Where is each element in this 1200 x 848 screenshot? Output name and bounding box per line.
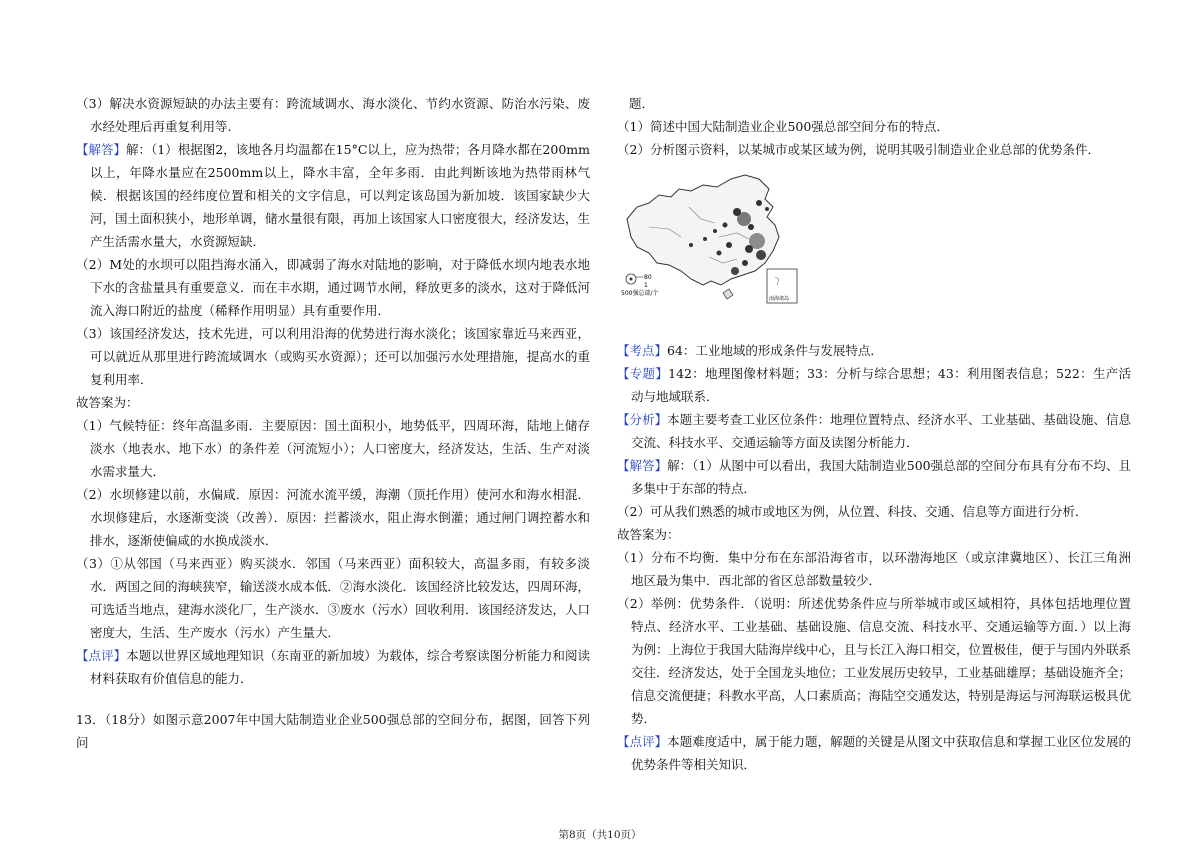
jieda-text-right: 解：（1）从图中可以看出，我国大陆制造业500强总部的空间分布具有分布不均、且多集中于东部的特点． xyxy=(631,458,1131,496)
fenxi-text: 本题主要考查工业区位条件：地理位置特点、经济水平、工业基础、基础设施、信息交流、科技水平、交通运输等方面及读图分析能力． xyxy=(631,412,1131,450)
left-answer-1: （1）气候特征：终年高温多雨．主要原因：国土面积小，地势低平，四周环海，陆地上储存淡水（地表水、地下水）的条件差（河流短小）；人口密度大，经济发达，生活、生产对淡水需求量大． xyxy=(76,418,590,479)
kaodian-tag: 【考点】 xyxy=(617,343,668,358)
dianping-text: 本题以世界区域地理知识（东南亚的新加坡）为载体，综合考察读图分析能力和阅读材料获取有价值信息的能力． xyxy=(90,648,590,686)
right-kaodian xyxy=(617,339,1131,362)
jieda-text: 解：（1）根据图2，该地各月均温都在15°C以上，应为热带；各月降水都在200mm以上，年降水量应在2500mm以上，降水丰富，全年多雨．由此判断该地为热带雨林气候．根据该国的经纬度位置和相关的文字信息，可以判定该岛国为新加坡．该国家缺少大河，国土面积狭小，地形单调，储水量很有限，再加上该国家人口密度很大，经济发达，生产生活需水量大，水资源短缺． xyxy=(90,142,591,249)
legend-label: 500强总部/个 xyxy=(621,290,659,297)
left-jieda xyxy=(76,138,590,253)
left-answer-2: （2）水坝修建以前，水偏咸．原因：河流水流平缓，海潮（顶托作用）使河水和海水相混．水坝修建后，水逐渐变淡（改善）．原因：拦蓄淡水，阻止海水倒灌；通过闸门调控蓄水和排水，逐渐使偏咸的水换成淡水． xyxy=(76,487,590,548)
left-jieda-2: （2）M处的水坝可以阻挡海水涌入，即减弱了海水对陆地的影响，对于降低水坝内地表水地下水的含盐量具有重要意义．而在丰水期，通过调节水闸，释放更多的淡水，这对于降低河流入海口附近的盐度（稀释作用明显）具有重要作用． xyxy=(76,257,591,318)
left-answer-head: 故答案为： xyxy=(76,395,139,410)
fenxi-tag: 【分析】 xyxy=(617,412,668,427)
china-map xyxy=(619,167,819,307)
right-answer-2: （2）举例：优势条件．（说明：所述优势条件应与所举城市或区域相符，具体包括地理位置特点、经济水平、工业基础、基础设施、信息交流、科技水平、交通运输等方面．）以上海为例：上海位于我国大陆海岸线中心，且与长江入海口相交，位置极佳，便于与国内外联系交往．经济发达，处于全国龙头地位；工业发展历史较早，工业基础雄厚；基础设施齐全；信息交流便捷；科教水平高，人口素质高；海陆空交通发达，特别是海运与河海联运极具优势． xyxy=(617,596,1132,726)
right-zhuanti xyxy=(617,362,1131,408)
left-answer-3: （3）①从邻国（马来西亚）购买淡水．邻国（马来西亚）面积较大，高温多雨，有较多淡水．两国之间的海峡狭窄，输送淡水成本低．②海水淡化．该国经济比较发达，四周环海，可选适当地点，建海水淡化厂，生产淡水．③废水（污水）回收利用．该国经济发达，人口密度大，生活、生产废水（污水）产生量大． xyxy=(76,556,591,640)
question-13-cont: 题． xyxy=(629,96,655,111)
right-fenxi xyxy=(617,408,1131,454)
zhuanti-tag: 【专题】 xyxy=(617,366,669,381)
question-13-1: （1）简述中国大陆制造业企业500强总部空间分布的特点． xyxy=(617,119,949,134)
dianping-tag: 【点评】 xyxy=(76,648,127,663)
map-inset-label: 南海诸岛 xyxy=(769,296,790,302)
kaodian-text: 64：工业地域的形成条件与发展特点． xyxy=(667,343,883,358)
dianping-text-right: 本题难度适中，属于能力题，解题的关键是从图文中获取信息和掌握工业区位发展的优势条件等相关知识． xyxy=(631,734,1131,772)
question-13: 13．（18分）如图示意2007年中国大陆制造业企业500强总部的空间分布，据图，回答下列问 xyxy=(76,712,590,750)
dianping-tag-right: 【点评】 xyxy=(617,734,668,749)
right-answer-head: 故答案为： xyxy=(617,527,680,542)
china-map-figure xyxy=(619,167,819,307)
left-jieda-3: （3）该国经济发达，技术先进，可以利用沿海的优势进行海水淡化；该国家靠近马来西亚，可以就近从那里进行跨流域调水（或购买水资源）；还可以加强污水处理措施，提高水的重复利用率． xyxy=(76,326,590,387)
zhuanti-text: 142：地理图像材料题；33：分析与综合思想；43：利用图表信息；522：生产活动与地域联系． xyxy=(631,366,1131,404)
right-jieda xyxy=(617,454,1131,500)
page-footer: 第8页（共10页） xyxy=(558,829,642,841)
legend-number-1: 1 xyxy=(644,282,648,289)
question-13-2: （2）分析图示资料，以某城市或某区域为例，说明其吸引制造业企业总部的优势条件． xyxy=(617,142,1100,157)
right-dianping xyxy=(617,730,1131,776)
left-dianping xyxy=(76,644,590,690)
right-answer-1: （1）分布不均衡．集中分布在东部沿海省市，以环渤海地区（或京津冀地区）、长江三角洲地区最为集中．西北部的省区总部数量较少． xyxy=(617,550,1131,588)
right-column xyxy=(617,92,1131,776)
legend-number-80: 80 xyxy=(644,274,652,281)
right-jieda-2: （2）可从我们熟悉的城市或地区为例，从位置、科技、交通、信息等方面进行分析． xyxy=(617,504,1088,519)
left-para-3: （3）解决水资源短缺的办法主要有：跨流域调水、海水淡化、节约水资源、防治水污染、废水经处理后再重复利用等. xyxy=(76,96,590,134)
jieda-tag-right: 【解答】 xyxy=(617,458,668,473)
left-column xyxy=(76,92,590,754)
jieda-tag: 【解答】 xyxy=(76,142,127,157)
